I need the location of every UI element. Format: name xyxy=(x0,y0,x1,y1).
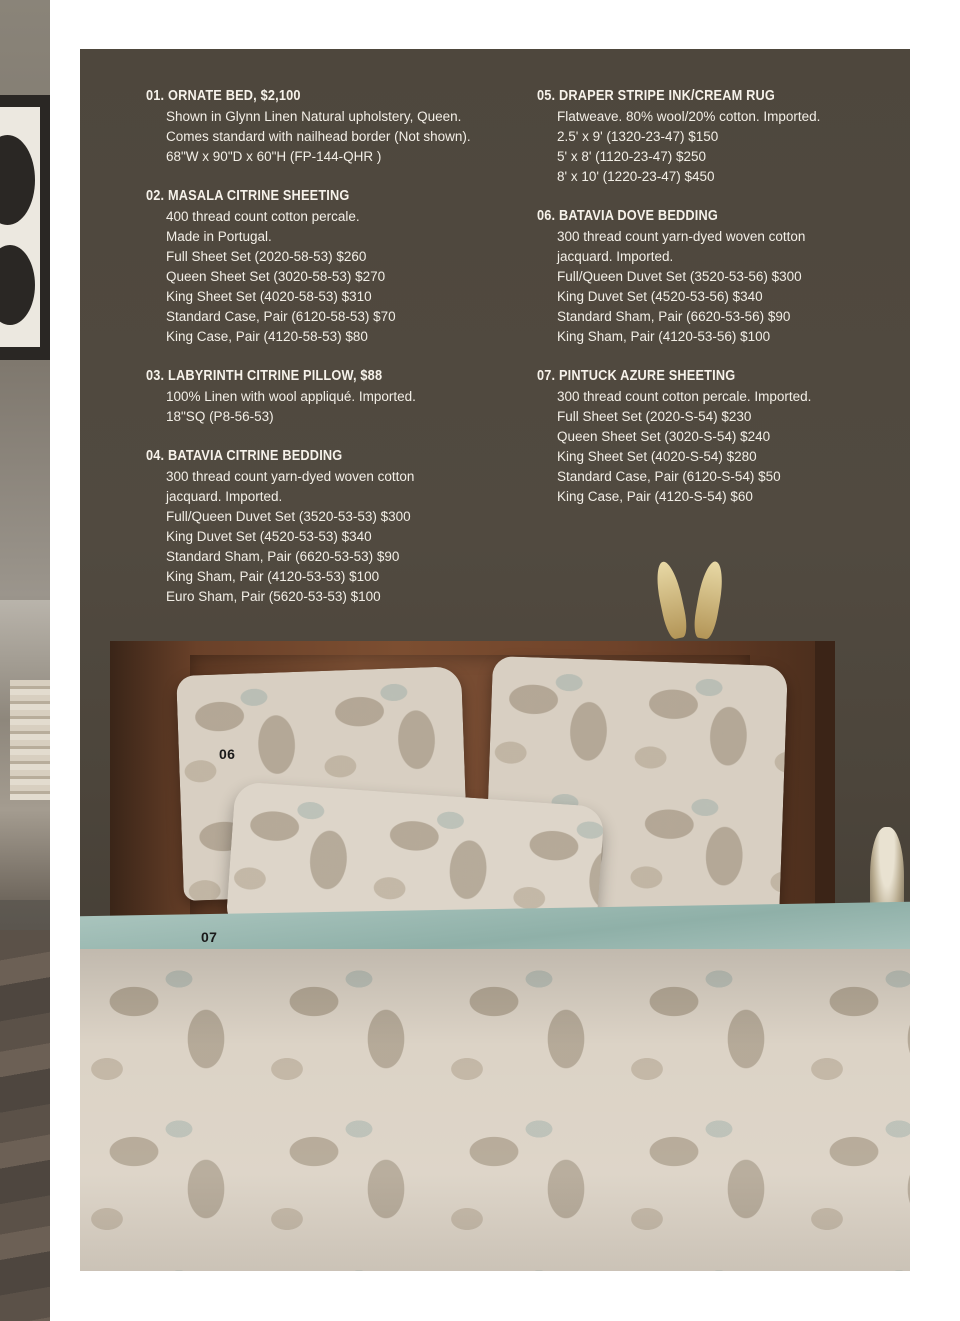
product-detail: Queen Sheet Set (3020-58-53) $270 xyxy=(166,269,386,284)
product-detail: King Duvet Set (4520-53-56) $340 xyxy=(557,289,763,304)
product-item xyxy=(537,366,907,507)
product-title: 04. BATAVIA CITRINE BEDDING xyxy=(146,448,343,464)
product-detail: Full Sheet Set (2020-S-54) $230 xyxy=(557,409,752,424)
product-detail: 5' x 8' (1120-23-47) $250 xyxy=(557,149,707,164)
callout-07: 07 xyxy=(201,929,218,945)
product-title: 01. ORNATE BED, $2,100 xyxy=(146,88,301,104)
product-title: 06. BATAVIA DOVE BEDDING xyxy=(537,208,719,224)
product-detail: Full/Queen Duvet Set (3520-53-56) $300 xyxy=(557,269,802,284)
floor xyxy=(0,930,50,1321)
product-title: 03. LABYRINTH CITRINE PILLOW, $88 xyxy=(146,368,383,384)
left-edge-photo-strip xyxy=(0,0,50,1321)
product-list-left xyxy=(146,86,536,626)
product-detail: Standard Case, Pair (6120-58-53) $70 xyxy=(166,309,396,324)
product-detail: King Sham, Pair (4120-53-53) $100 xyxy=(166,569,380,584)
product-detail: jacquard. Imported. xyxy=(166,489,283,504)
stacked-books xyxy=(10,680,50,800)
product-item xyxy=(146,186,536,347)
product-detail: Standard Case, Pair (6120-S-54) $50 xyxy=(557,469,781,484)
product-detail: 400 thread count cotton percale. xyxy=(166,209,360,224)
product-title: 05. DRAPER STRIPE INK/CREAM RUG xyxy=(537,88,776,104)
product-detail: 8' x 10' (1220-23-47) $450 xyxy=(557,169,715,184)
product-detail: Made in Portugal. xyxy=(166,229,272,244)
product-detail: King Duvet Set (4520-53-53) $340 xyxy=(166,529,372,544)
product-detail: Queen Sheet Set (3020-S-54) $240 xyxy=(557,429,771,444)
wall-art-frame xyxy=(0,95,50,360)
product-detail: King Case, Pair (4120-S-54) $60 xyxy=(557,489,753,504)
product-detail: Full Sheet Set (2020-58-53) $260 xyxy=(166,249,367,264)
product-detail: Standard Sham, Pair (6620-53-56) $90 xyxy=(557,309,791,324)
product-detail: jacquard. Imported. xyxy=(557,249,674,264)
brass-sculpture xyxy=(650,561,740,641)
product-item xyxy=(146,86,536,167)
product-detail: King Sheet Set (4020-S-54) $280 xyxy=(557,449,757,464)
product-detail: Flatweave. 80% wool/20% cotton. Imported. xyxy=(557,109,821,124)
product-title: 07. PINTUCK AZURE SHEETING xyxy=(537,368,736,384)
product-detail: Euro Sham, Pair (5620-53-53) $100 xyxy=(166,589,381,604)
product-detail: 100% Linen with wool appliqué. Imported. xyxy=(166,389,416,404)
product-detail: Comes standard with nailhead border (Not shown). xyxy=(166,129,471,144)
product-detail: 18"SQ (P8-56-53) xyxy=(166,409,274,424)
product-item xyxy=(537,86,907,187)
product-item xyxy=(537,206,907,347)
product-detail: King Sham, Pair (4120-53-56) $100 xyxy=(557,329,771,344)
product-detail: Full/Queen Duvet Set (3520-53-53) $300 xyxy=(166,509,411,524)
product-detail: King Case, Pair (4120-58-53) $80 xyxy=(166,329,368,344)
product-detail: 2.5' x 9' (1320-23-47) $150 xyxy=(557,129,719,144)
product-item xyxy=(146,366,536,427)
product-detail: King Sheet Set (4020-58-53) $310 xyxy=(166,289,372,304)
product-detail: Standard Sham, Pair (6620-53-53) $90 xyxy=(166,549,400,564)
product-detail: Shown in Glynn Linen Natural upholstery, Queen. xyxy=(166,109,462,124)
product-list-right xyxy=(537,86,907,526)
callout-06: 06 xyxy=(219,746,236,762)
product-item xyxy=(146,446,536,607)
product-detail: 300 thread count cotton percale. Imported. xyxy=(557,389,812,404)
product-detail: 300 thread count yarn-dyed woven cotton xyxy=(557,229,806,244)
product-detail: 300 thread count yarn-dyed woven cotton xyxy=(166,469,415,484)
product-detail: 68"W x 90"D x 60"H (FP-144-QHR ) xyxy=(166,149,382,164)
product-title: 02. MASALA CITRINE SHEETING xyxy=(146,188,350,204)
bedroom-photo xyxy=(80,49,910,1271)
